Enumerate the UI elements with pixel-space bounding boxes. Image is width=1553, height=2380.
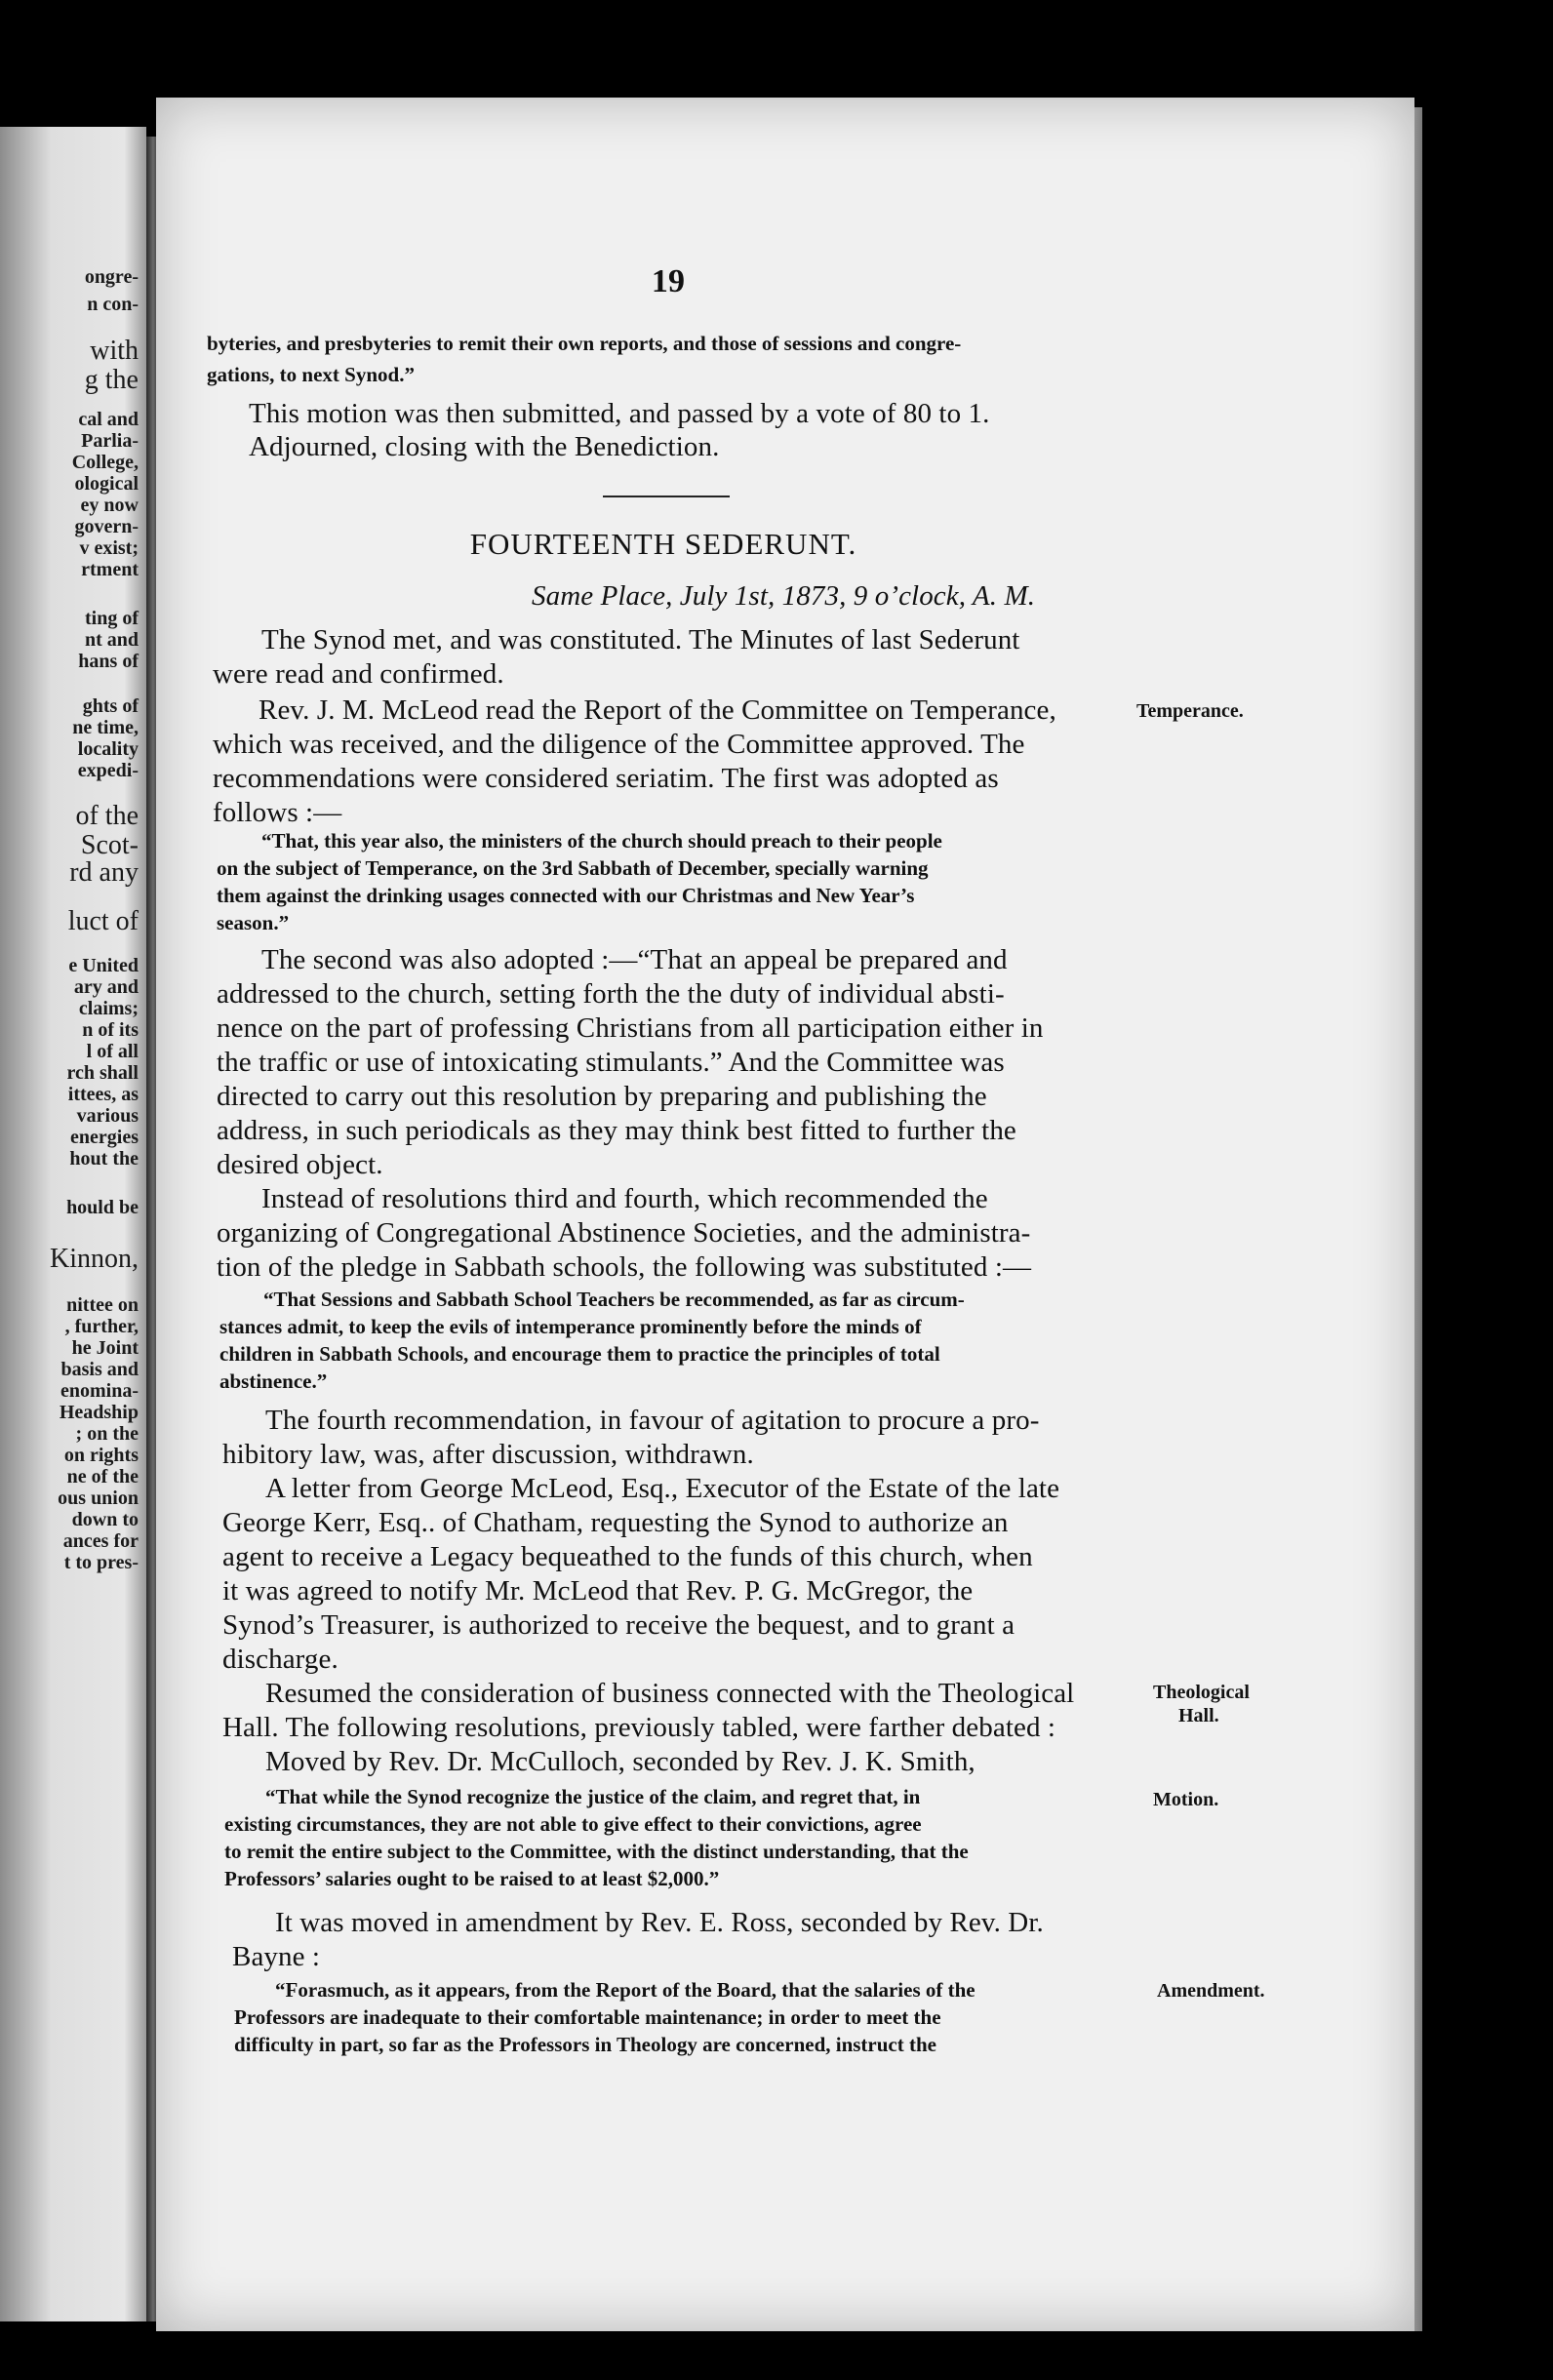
text-line: This motion was then submitted, and passed by a vote of 80 to 1. [249, 398, 990, 429]
quote-line: Professors are inadequate to their comfortable maintenance; in order to meet the [234, 2005, 941, 2029]
text-line: the traffic or use of intoxicating stimulants.” And the Committee was [217, 1047, 1005, 1078]
text-line: The fourth recommendation, in favour of agitation to procure a pro- [265, 1405, 1040, 1436]
left-page-line: nittee on [66, 1294, 139, 1316]
left-page-line: expedi- [77, 760, 139, 781]
quote-line: Professors’ salaries ought to be raised to at least $2,000.” [224, 1867, 720, 1890]
quote-line: “That, this year also, the ministers of the church should preach to their people [261, 829, 942, 853]
text-line: It was moved in amendment by Rev. E. Ross, seconded by Rev. Dr. [275, 1907, 1044, 1938]
quote-line: existing circumstances, they are not able to give effect to their convictions, agree [224, 1812, 922, 1836]
left-page-line: ological [74, 473, 139, 495]
left-page-line: down to [71, 1509, 139, 1530]
left-page-line: hans of [78, 651, 139, 672]
text-line: were read and confirmed. [213, 658, 504, 690]
left-page-line: hout the [69, 1148, 139, 1170]
text-line: desired object. [217, 1149, 383, 1180]
left-page-line: rd any [69, 857, 139, 888]
margin-note-theological: Theological [1153, 1682, 1250, 1703]
left-page-line: v exist; [79, 537, 139, 559]
quote-line: “That while the Synod recognize the justice of the claim, and regret that, in [265, 1785, 921, 1808]
text-line: The second was also adopted :—“That an appeal be prepared and [261, 944, 1008, 975]
left-page-line: with [90, 336, 139, 366]
left-page-line: basis and [60, 1359, 139, 1380]
left-page-line: of the [75, 801, 139, 831]
text-line: Bayne : [232, 1941, 321, 1972]
text-line: Rev. J. M. McLeod read the Report of the Committee on Temperance, [259, 694, 1056, 726]
left-page-line: e United [68, 955, 139, 976]
quote-line: abstinence.” [219, 1369, 328, 1393]
left-page-line: t to pres- [63, 1552, 139, 1573]
left-page-line: ting of [85, 608, 139, 629]
text-line: Instead of resolutions third and fourth, which recommended the [261, 1183, 988, 1214]
left-page-line: ittees, as [67, 1084, 139, 1105]
left-page-line: rch shall [66, 1062, 139, 1084]
left-page-line: ; on the [75, 1423, 139, 1445]
left-page-line: ances for [62, 1530, 139, 1552]
text-line: address, in such periodicals as they may think best fitted to further the [217, 1115, 1016, 1146]
left-page-line: l of all [86, 1041, 139, 1062]
left-page-line: n of its [82, 1019, 139, 1041]
left-page-line: luct of [67, 906, 139, 936]
page-number: 19 [651, 263, 686, 299]
left-page-line: ne of the [66, 1466, 139, 1488]
left-page-line: College, [71, 452, 139, 473]
section-heading: FOURTEENTH SEDERUNT. [469, 527, 857, 561]
quote-line: “That Sessions and Sabbath School Teachers be recommended, as far as circum- [263, 1288, 965, 1311]
text-line: which was received, and the diligence of the Committee approved. The [213, 729, 1025, 760]
text-line: Hall. The following resolutions, previously tabled, were farther debated : [222, 1712, 1056, 1743]
left-page-line: ongre- [84, 266, 139, 288]
left-page-line: rtment [81, 559, 139, 580]
text-line: tion of the pledge in Sabbath schools, the following was substituted :— [217, 1251, 1032, 1283]
text-line: it was agreed to notify Mr. McLeod that Rev. P. G. McGregor, the [222, 1575, 974, 1606]
quote-line: season.” [217, 911, 290, 934]
left-page-line: Kinnon, [50, 1244, 139, 1274]
quote-line: difficulty in part, so far as the Professors in Theology are concerned, instruct the [234, 2033, 936, 2056]
text-line: recommendations were considered seriatim. The first was adopted as [213, 763, 999, 794]
margin-note-amendment: Amendment. [1157, 1980, 1265, 2002]
text-line: byteries, and presbyteries to remit their own reports, and those of sessions and congre- [207, 332, 962, 355]
text-line: Moved by Rev. Dr. McCulloch, seconded by Rev. J. K. Smith, [265, 1746, 976, 1777]
text-line: hibitory law, was, after discussion, withdrawn. [222, 1439, 754, 1470]
left-page-line: various [76, 1105, 139, 1127]
left-page-line: ey now [80, 495, 139, 516]
left-page-line: energies [70, 1127, 139, 1148]
left-page-line: Scot- [80, 830, 139, 860]
text-line: Resumed the consideration of business connected with the Theological [265, 1678, 1075, 1709]
left-page-line: , further, [64, 1316, 139, 1337]
quote-line: them against the drinking usages connected with our Christmas and New Year’s [217, 884, 915, 907]
quote-line: on the subject of Temperance, on the 3rd Sabbath of December, specially warning [217, 856, 929, 880]
left-page-line: n con- [87, 294, 139, 315]
left-page-line: claims; [78, 998, 139, 1019]
left-page-line: ous union [58, 1488, 139, 1509]
margin-note-temperance: Temperance. [1136, 700, 1244, 722]
text-line: organizing of Congregational Abstinence Societies, and the administra- [217, 1217, 1031, 1249]
left-page-line: Headship [59, 1402, 139, 1423]
text-line: addressed to the church, setting forth the the duty of individual absti- [217, 978, 1005, 1010]
left-page-line: ne time, [72, 717, 139, 738]
left-page-line: cal and [78, 409, 139, 430]
margin-note-motion: Motion. [1153, 1789, 1219, 1810]
session-dateline: Same Place, July 1st, 1873, 9 o’clock, A. M. [532, 580, 1036, 612]
left-page-line: Parlia- [81, 430, 139, 452]
text-line: follows :— [213, 797, 342, 828]
left-page-line: nt and [84, 629, 139, 651]
left-page-line: ary and [73, 976, 139, 998]
margin-note-hall: Hall. [1178, 1705, 1219, 1726]
text-line: nence on the part of professing Christians from all participation either in [217, 1012, 1044, 1044]
text-line: Adjourned, closing with the Benediction. [249, 431, 720, 462]
quote-line: “Forasmuch, as it appears, from the Report of the Board, that the salaries of the [275, 1978, 976, 2002]
left-page-line: locality [77, 738, 139, 760]
text-line: A letter from George McLeod, Esq., Executor of the Estate of the late [265, 1473, 1060, 1504]
left-page-line: hould be [66, 1197, 139, 1218]
text-line: directed to carry out this resolution by preparing and publishing the [217, 1081, 987, 1112]
text-line: Synod’s Treasurer, is authorized to receive the bequest, and to grant a [222, 1609, 1015, 1641]
left-facing-page [0, 127, 146, 2321]
quote-line: to remit the entire subject to the Committee, with the distinct understanding, that the [224, 1840, 969, 1863]
quote-line: children in Sabbath Schools, and encourage them to practice the principles of total [219, 1342, 940, 1366]
text-line: gations, to next Synod.” [207, 363, 415, 386]
left-page-line: on rights [63, 1445, 139, 1466]
left-page-line: he Joint [71, 1337, 139, 1359]
left-page-line: g the [84, 365, 139, 395]
text-line: agent to receive a Legacy bequeathed to the funds of this church, when [222, 1541, 1033, 1572]
text-line: The Synod met, and was constituted. The Minutes of last Sederunt [261, 624, 1020, 655]
text-line: George Kerr, Esq.. of Chatham, requesting the Synod to authorize an [222, 1507, 1009, 1538]
left-page-line: govern- [74, 516, 139, 537]
text-line: discharge. [222, 1644, 338, 1675]
section-rule [603, 496, 730, 497]
left-page-line: ghts of [82, 695, 139, 717]
quote-line: stances admit, to keep the evils of intemperance prominently before the minds of [219, 1315, 922, 1338]
left-page-line: enomina- [60, 1380, 139, 1402]
